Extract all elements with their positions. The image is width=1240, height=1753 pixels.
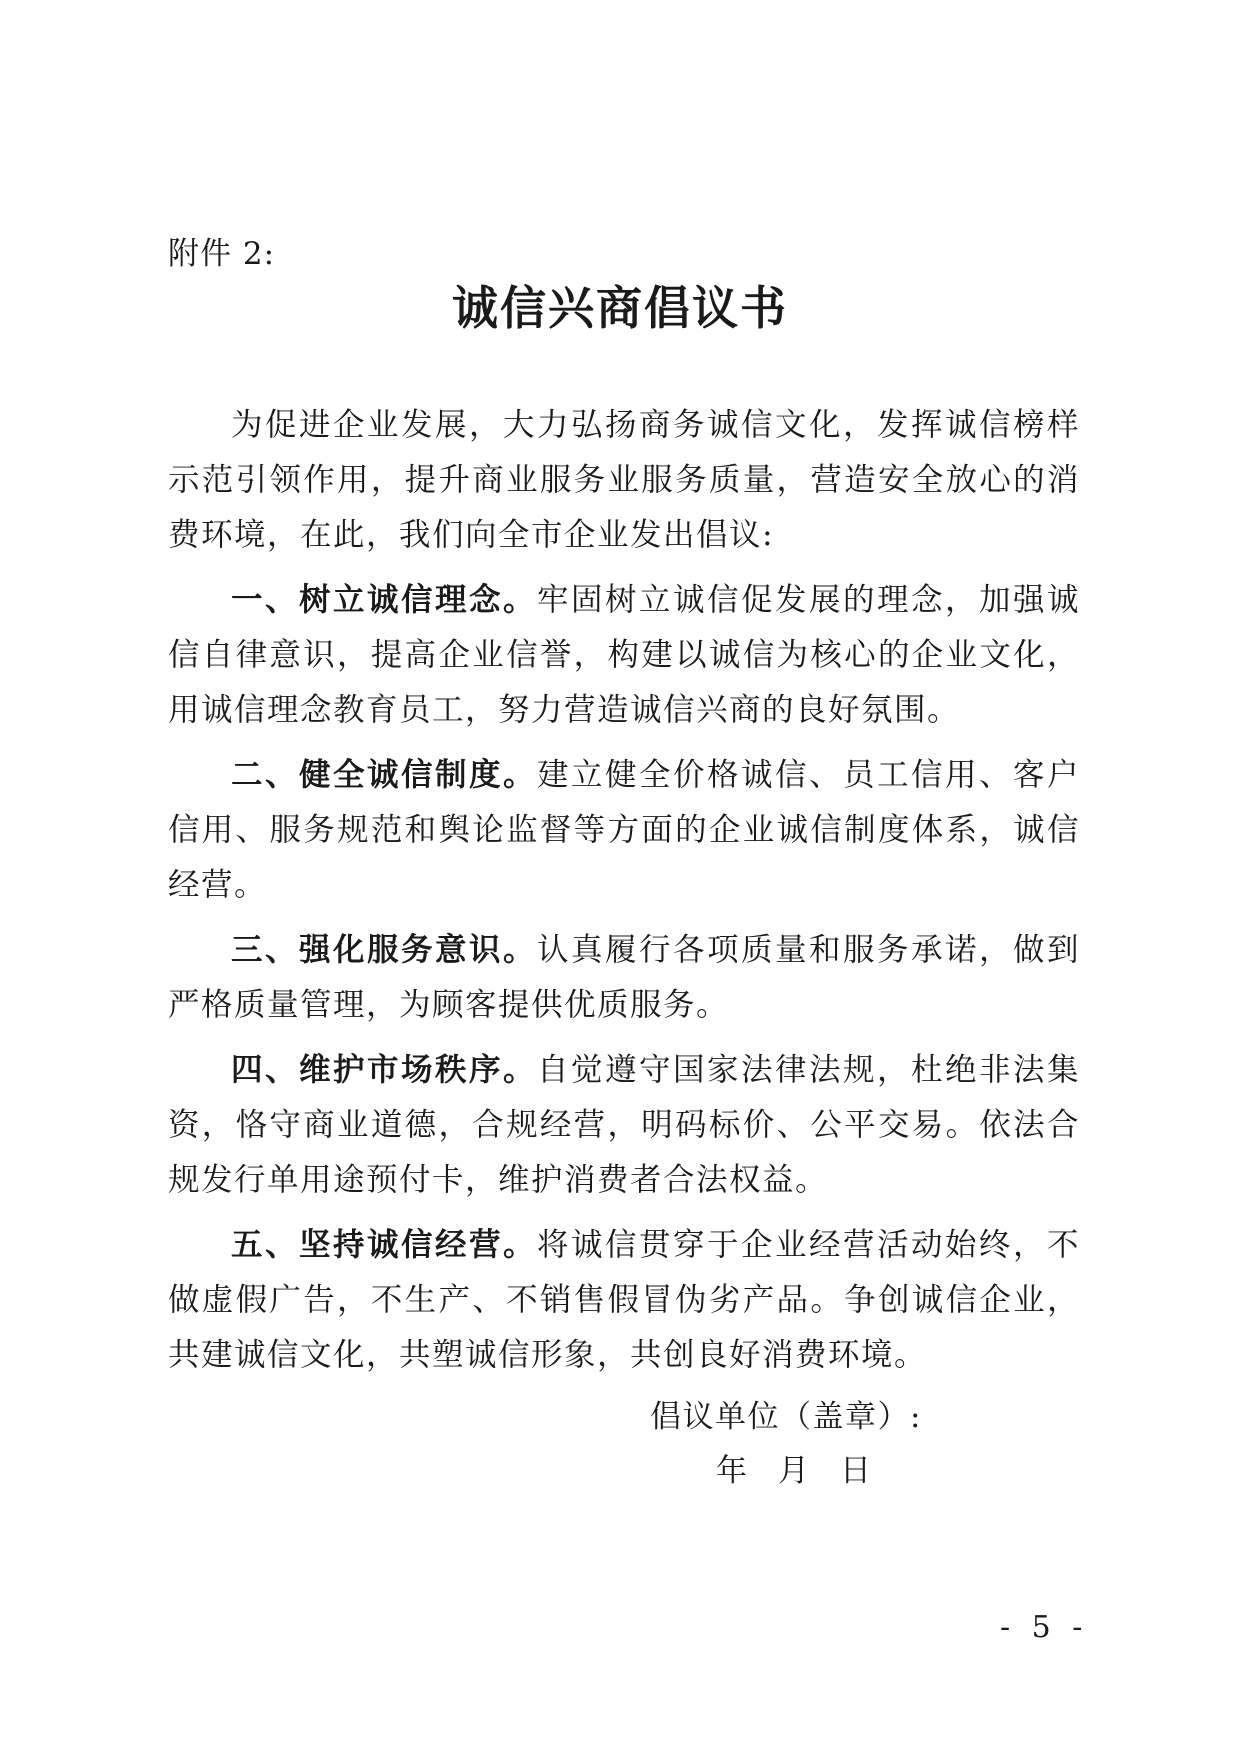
document-body xyxy=(168,398,1080,1383)
proposal-item-5 xyxy=(168,1217,1080,1383)
intro-paragraph: 为促进企业发展，大力弘扬商务诚信文化，发挥诚信榜样示范引领作用，提升商业服务业服务质量，营造安全放心的消费环境，在此，我们向全市企业发出倡议: xyxy=(168,407,1080,553)
document-title: 诚信兴商倡议书 xyxy=(452,281,788,335)
proposal-item-1-heading: 一、树立诚信理念。 xyxy=(231,581,537,618)
proposal-item-1 xyxy=(168,572,1080,738)
proposal-item-2-heading: 二、健全诚信制度。 xyxy=(231,756,537,793)
proposal-item-2 xyxy=(168,747,1080,913)
page-number: - 5 - xyxy=(1000,1610,1089,1645)
proposal-item-4-text: 自觉遵守国家法律法规，杜绝非法集资，恪守商业道德，合规经营，明码标价、公平交易。依法合规发行单用途预付卡，维护消费者合法权益。 xyxy=(168,1052,1080,1198)
signature-block xyxy=(650,1390,922,1498)
signing-unit-label: 倡议单位（盖章）: xyxy=(650,1399,922,1435)
proposal-item-1-text: 牢固树立诚信促发展的理念，加强诚信自律意识，提高企业信誉，构建以诚信为核心的企业文化，用诚信理念教育员工，努力营造诚信兴商的良好氛围。 xyxy=(168,582,1080,728)
proposal-item-3-text: 认真履行各项质量和服务承诺，做到严格质量管理，为顾客提供优质服务。 xyxy=(168,932,1080,1023)
attachment-label: 附件 2: xyxy=(168,236,276,272)
proposal-item-4 xyxy=(168,1042,1080,1208)
proposal-item-2-text: 建立健全价格诚信、员工信用、客户信用、服务规范和舆论监督等方面的企业诚信制度体系，诚信经营。 xyxy=(168,757,1080,903)
proposal-item-5-heading: 五、坚持诚信经营。 xyxy=(231,1226,537,1263)
proposal-item-4-heading: 四、维护市场秩序。 xyxy=(231,1051,537,1088)
signing-date-label: 年 月 日 xyxy=(716,1453,871,1489)
proposal-item-5-text: 将诚信贯穿于企业经营活动始终，不做虚假广告，不生产、不销售假冒伪劣产品。争创诚信企业，共建诚信文化，共塑诚信形象，共创良好消费环境。 xyxy=(168,1227,1080,1373)
proposal-item-3-heading: 三、强化服务意识。 xyxy=(231,931,537,968)
proposal-item-3 xyxy=(168,922,1080,1033)
